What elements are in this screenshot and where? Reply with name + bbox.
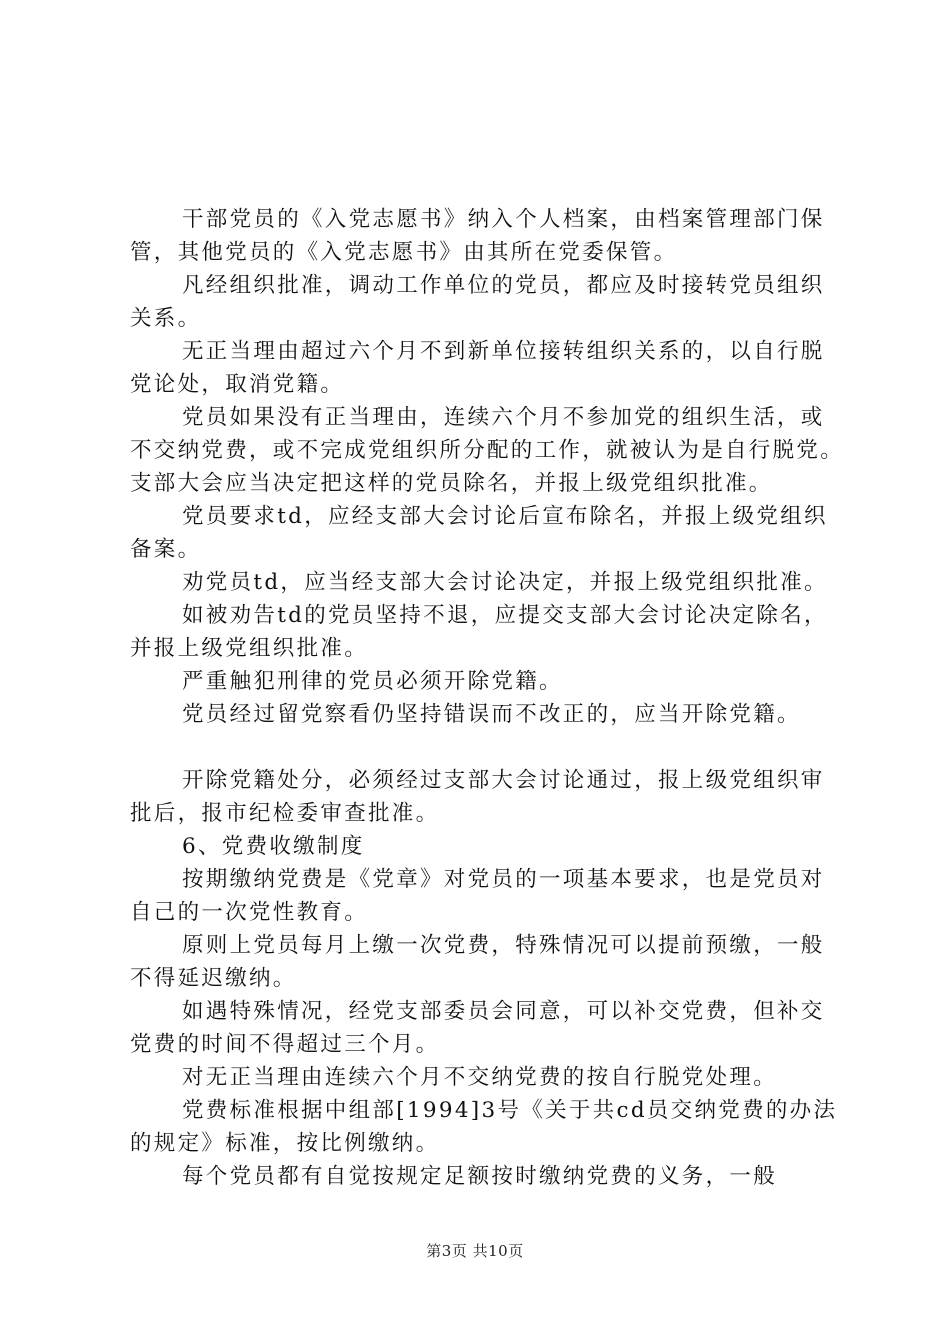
- paragraph: 凡经组织批准，调动工作单位的党员，都应及时接转党员组织关系。: [130, 273, 825, 331]
- paragraph: 开除党籍处分，必须经过支部大会讨论通过，报上级党组织审批后，报市纪检委审查批准。: [130, 768, 825, 826]
- paragraph: 按期缴纳党费是《党章》对党员的一项基本要求，也是党员对自己的一次党性教育。: [130, 867, 825, 925]
- paragraph: 如被劝告td的党员坚持不退，应提交支部大会讨论决定除名，并报上级党组织批准。: [130, 603, 828, 661]
- paragraph: 无正当理由超过六个月不到新单位接转组织关系的，以自行脱党论处，取消党籍。: [130, 339, 825, 397]
- paragraph: 党员要求td，应经支部大会讨论后宣布除名，并报上级党组织备案。: [130, 504, 828, 562]
- paragraph: 如遇特殊情况，经党支部委员会同意，可以补交党费，但补交党费的时间不得超过三个月。: [130, 999, 825, 1057]
- paragraph: 劝党员td，应当经支部大会讨论决定，并报上级党组织批准。: [182, 570, 828, 595]
- paragraph: 党员如果没有正当理由，连续六个月不参加党的组织生活，或不交纳党费，或不完成党组织所分配的工作，就被认为是自行脱党。支部大会应当决定把这样的党员除名，并报上级党组织批准。: [130, 405, 845, 496]
- paragraph: 党员经过留党察看仍坚持错误而不改正的，应当开除党籍。: [182, 702, 801, 727]
- paragraph: 干部党员的《入党志愿书》纳入个人档案，由档案管理部门保管，其他党员的《入党志愿书》由其所在党委保管。: [130, 207, 825, 265]
- document-body: [130, 203, 845, 1193]
- paragraph: 党费标准根据中组部[1994]3号《关于共cd员交纳党费的办法的规定》标准，按比例缴纳。: [130, 1098, 838, 1156]
- section-heading: 6、党费收缴制度: [182, 834, 365, 859]
- page-number-footer: 第3页 共10页: [426, 1242, 524, 1260]
- paragraph: 原则上党员每月上缴一次党费，特殊情况可以提前预缴，一般不得延迟缴纳。: [130, 933, 825, 991]
- paragraph: 每个党员都有自觉按规定足额按时缴纳党费的义务，一般: [182, 1164, 778, 1189]
- paragraph: 对无正当理由连续六个月不交纳党费的按自行脱党处理。: [182, 1065, 778, 1090]
- paragraph: 严重触犯刑律的党员必须开除党籍。: [182, 669, 563, 694]
